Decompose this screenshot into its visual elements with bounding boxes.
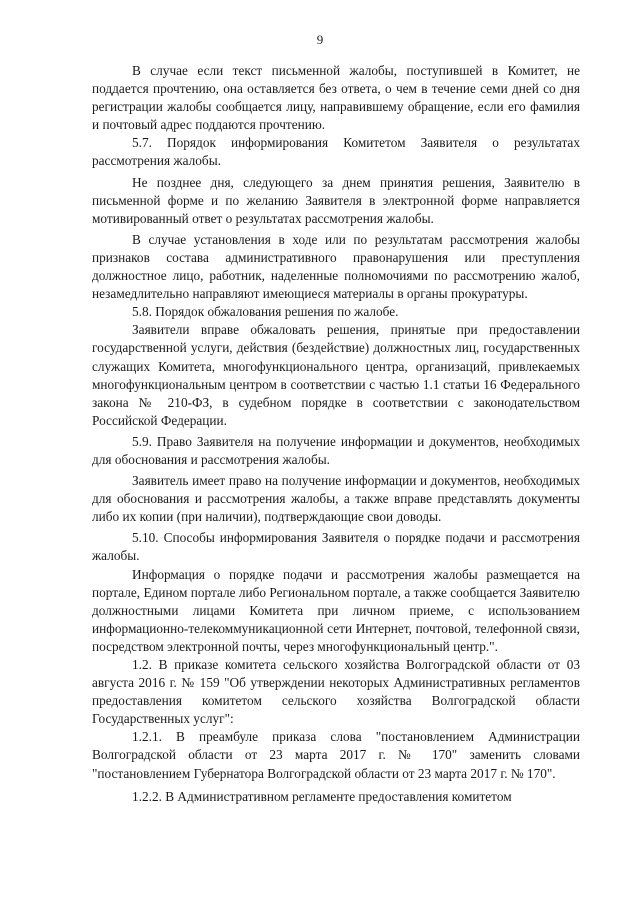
paragraph-reasoned-response: Не позднее дня, следующего за днем принятия решения, Заявителю в письменной форме и по желанию Заявителя в электронной форме направляется мотивированный ответ о результатах рассмотрения жалобы.	[92, 174, 580, 226]
paragraph-information-placement: Информация о порядке подачи и рассмотрения жалобы размещается на портале, Едином портале либо Региональном портале, а также сообщается Заявителю должностными лицами Комитета при личном приеме, с использованием информационно-телекоммуникационной сети Интернет, почтовой, телефонной связи, посредством электронной почты, через многофункциональный центр.".	[92, 566, 580, 654]
paragraph-section-5-8: 5.8. Порядок обжалования решения по жалобе.	[132, 304, 399, 320]
paragraph-section-5-7: 5.7. Порядок информирования Комитетом Заявителя о результатах рассмотрения жалобы.	[92, 135, 580, 169]
paragraph-right-to-information: Заявитель имеет право на получение информации и документов, необходимых для обоснования и рассмотрения жалобы, а также вправе представлять документы либо их копии (при наличии), подтверждающие свои доводы.	[92, 473, 580, 525]
paragraph-prosecution-referral: В случае установления в ходе или по результатам рассмотрения жалобы признаков состава административного правонарушения или преступления должностное лицо, работник, наделенные полномочиями по рассмотрению жалоб, незамедлительно направляют имеющиеся материалы в органы прокуратуры.	[92, 231, 580, 302]
paragraph-judicial-appeal: Заявители вправе обжаловать решения, принятые при предоставлении государственной услуги, действия (бездействие) должностных лиц, государственных служащих Комитета, многофункционального центра, организаций, привлекаемых многофункциональным центром в соответствии с частью 1.1 статьи 16 Федерального закона № 210-ФЗ, в судебном порядке в соответствии с законодательством Российской Федерации.	[92, 322, 580, 428]
paragraph-order-1-2-1: 1.2.1. В преамбуле приказа слова "постановлением Администрации Волгоградской области от 23 марта 2017 г. № 170" заменить словами "постановлением Губернатора Волгоградской области от 23 марта 2017 г. № 170".	[92, 729, 580, 781]
paragraph-order-1-2: 1.2. В приказе комитета сельского хозяйства Волгоградской области от 03 августа 2016 г. № 159 "Об утверждении некоторых Административных регламентов предоставления комитетом сельского хозяйства Волгоградской области Государственных услуг":	[92, 657, 580, 727]
document-body	[92, 62, 580, 806]
paragraph-illegible-complaint: В случае если текст письменной жалобы, поступившей в Комитет, не поддается прочтению, она оставляется без ответа, о чем в течение семи дней со дня регистрации жалобы сообщается лицу, направившему обращение, если его фамилия и почтовый адрес поддаются прочтению.	[92, 63, 580, 133]
paragraph-section-5-10: 5.10. Способы информирования Заявителя о порядке подачи и рассмотрения жалобы.	[92, 530, 580, 564]
page-number: 9	[316, 32, 324, 47]
paragraph-order-1-2-2: 1.2.2. В Административном регламенте предоставления комитетом	[132, 788, 512, 804]
paragraph-section-5-9: 5.9. Право Заявителя на получение информации и документов, необходимых для обоснования и рассмотрения жалобы.	[92, 433, 580, 467]
